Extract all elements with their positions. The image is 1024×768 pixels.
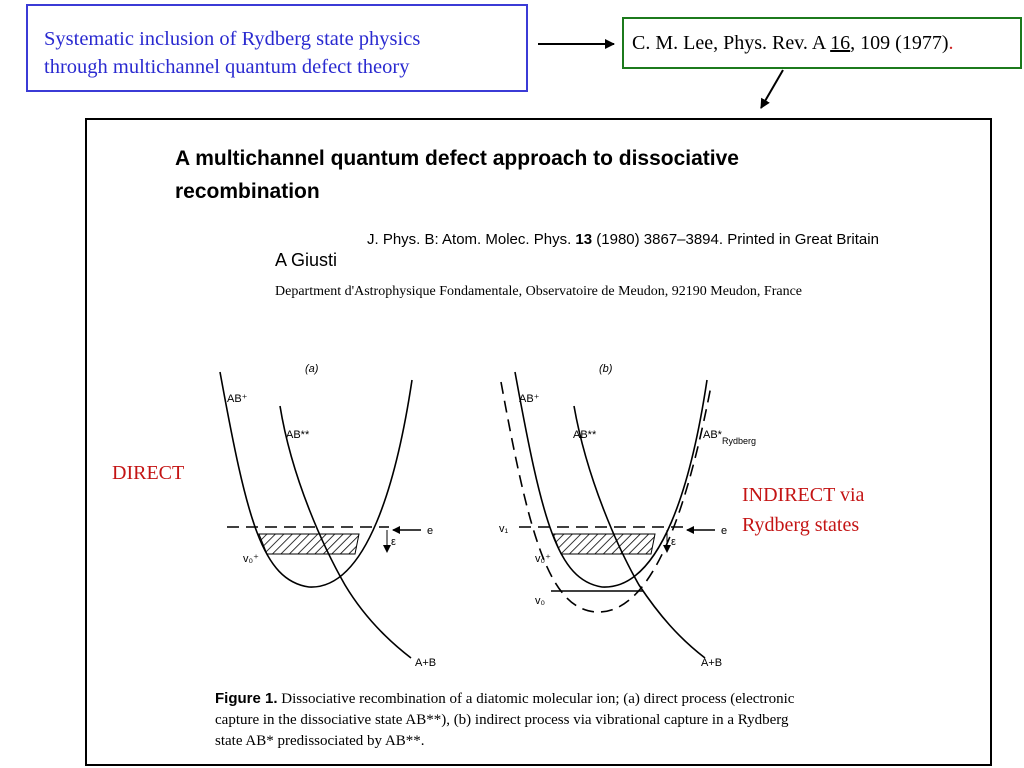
panel-a-ion-label: AB⁺ — [227, 393, 248, 405]
paper-excerpt — [85, 118, 992, 766]
panel-a-electron-label: e — [427, 525, 434, 537]
panel-a — [220, 363, 436, 669]
panel-b-tag: (b) — [599, 363, 613, 375]
panel-b-v1-label: v₁ — [499, 523, 509, 535]
panel-a-energy-label: ε — [391, 536, 396, 548]
paper-title: A multichannel quantum defect approach to dissociative recombination — [175, 147, 739, 203]
reference-suffix: , 109 (1977) — [850, 32, 949, 54]
caption-head: Figure 1. — [215, 690, 278, 707]
panel-b-dissociative-curve — [574, 406, 705, 658]
panel-b-hatched-region — [553, 534, 655, 554]
citation-journal: J. Phys. B: Atom. Molec. Phys. — [367, 231, 576, 248]
panel-b-dissociative-label: AB** — [573, 429, 597, 441]
panel-b-rydberg-curve — [501, 382, 711, 612]
indirect-line-2: Rydberg states — [742, 514, 860, 536]
panel-a-asymptote-label: A+B — [415, 657, 437, 669]
panel-a-tag: (a) — [305, 363, 319, 375]
panel-b-vib-label: v₀⁺ — [535, 553, 551, 565]
panel-b-asymptote-label: A+B — [701, 657, 723, 669]
indirect-line-1: INDIRECT via — [742, 484, 865, 506]
panel-b-v0-label: v₀ — [535, 595, 546, 607]
indirect-annotation — [742, 480, 864, 540]
paper-author: A Giusti — [275, 250, 338, 270]
panel-b-rydberg-subscript: Rydberg — [721, 436, 756, 446]
panel-a-vib-label: v₀⁺ — [243, 553, 259, 565]
panel-b-ion-label: AB⁺ — [519, 393, 540, 405]
panel-b-rydberg-label — [703, 429, 756, 446]
direct-annotation: DIRECT — [112, 462, 185, 484]
caption-body: Dissociative recombination of a diatomic molecular ion; (a) direct process (electronic capture in the dissociative state AB**), (b) indirect process via vibrational capture in a Rydberg state AB* predissociated by AB**. — [215, 691, 795, 749]
journal-citation — [367, 231, 879, 248]
panel-a-dissociative-label: AB** — [286, 429, 310, 441]
figure-caption — [215, 688, 815, 752]
reference-prefix: C. M. Lee, Phys. Rev. A — [632, 32, 831, 54]
citation-pages: (1980) 3867–3894. Printed in Great Britain — [592, 231, 879, 248]
reference-period: . — [948, 32, 954, 54]
panel-b-electron-label: e — [721, 525, 728, 537]
panel-a-dissociative-curve — [280, 406, 411, 658]
panel-b — [499, 363, 756, 669]
topic-line-2: through multichannel quantum defect theory — [44, 56, 410, 78]
panel-b-energy-label: ε — [671, 536, 676, 548]
arrow-reference-to-paper — [761, 70, 783, 108]
reference-volume: 16 — [830, 32, 851, 54]
topic-line-1: Systematic inclusion of Rydberg state physics — [44, 28, 421, 50]
panel-b-rydberg-main: AB* — [703, 429, 722, 441]
citation-volume: 13 — [575, 231, 593, 248]
paper-affiliation: Department d'Astrophysique Fondamentale, Observatoire de Meudon, 92190 Meudon, France — [275, 284, 803, 299]
panel-a-hatched-region — [259, 534, 359, 554]
